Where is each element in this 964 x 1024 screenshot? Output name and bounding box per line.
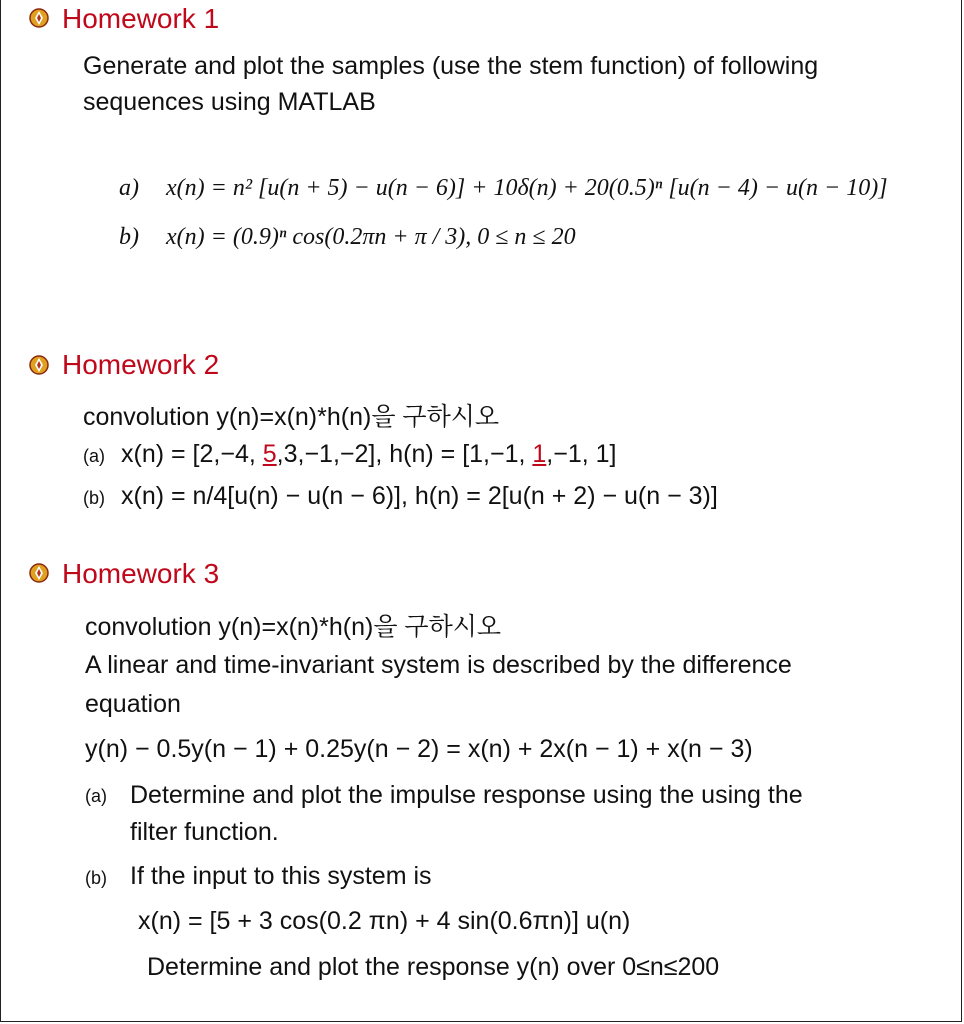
hw1-eq-a-label: a) [119, 175, 139, 201]
hw3-b-label: (b) [85, 868, 107, 888]
hw1-line1: Generate and plot the samples (use the stem function) of following [83, 52, 819, 80]
hw3-a-line2: filter function. [130, 818, 279, 846]
hw1-eq-b: x(n) = (0.9)ⁿ cos(0.2πn + π / 3), 0 ≤ n ≤ 20 [166, 224, 576, 250]
hw2-a-origin-x: 5 [262, 440, 277, 468]
hw1-eq-b-label: b) [119, 224, 139, 250]
diamond-bullet-icon [28, 354, 50, 376]
hw2-title: Homework 2 [62, 349, 220, 380]
hw2-b-label: (b) [83, 488, 105, 508]
hw2-a-label: (a) [83, 446, 105, 466]
hw2-a-text-pre: x(n) = [2,−4, [121, 440, 263, 468]
hw3-b-line3: Determine and plot the response y(n) over 0≤n≤200 [147, 953, 720, 981]
diamond-bullet-icon [28, 7, 50, 29]
hw3-b-line1: If the input to this system is [130, 862, 432, 890]
hw3-title: Homework 3 [62, 558, 220, 589]
hw2-a-text-post: ,−1, 1] [546, 440, 617, 468]
hw2-item-b [83, 482, 718, 511]
hw3-a-line1: Determine and plot the impulse response using the using the [130, 781, 803, 809]
diamond-bullet-icon [28, 562, 50, 584]
hw1-eq-a: x(n) = n² [u(n + 5) − u(n − 6)] + 10δ(n) + 20(0.5)ⁿ [u(n − 4) − u(n − 10)] [166, 175, 888, 201]
hw3-b-input: x(n) = [5 + 3 cos(0.2 πn) + 4 sin(0.6πn)] u(n) [138, 907, 631, 935]
hw2-item-a [83, 440, 617, 469]
hw3-desc2: equation [85, 690, 181, 718]
hw3-equation: y(n) − 0.5y(n − 1) + 0.25y(n − 2) = x(n) + 2x(n − 1) + x(n − 3) [85, 735, 753, 763]
hw1-title: Homework 1 [62, 3, 220, 34]
hw2-b-text: x(n) = n/4[u(n) − u(n − 6)], h(n) = 2[u(n + 2) − u(n − 3)] [121, 482, 718, 510]
hw1-line2: sequences using MATLAB [83, 88, 376, 116]
hw3-intro: convolution y(n)=x(n)*h(n)을 구하시오 [85, 613, 502, 641]
hw3-desc1: A linear and time-invariant system is described by the difference [85, 651, 792, 679]
hw2-intro: convolution y(n)=x(n)*h(n)을 구하시오 [83, 403, 500, 431]
hw2-a-origin-h: 1 [532, 440, 547, 468]
hw3-a-label: (a) [85, 786, 107, 806]
hw2-a-text-mid: ,3,−1,−2], h(n) = [1,−1, [276, 440, 533, 468]
